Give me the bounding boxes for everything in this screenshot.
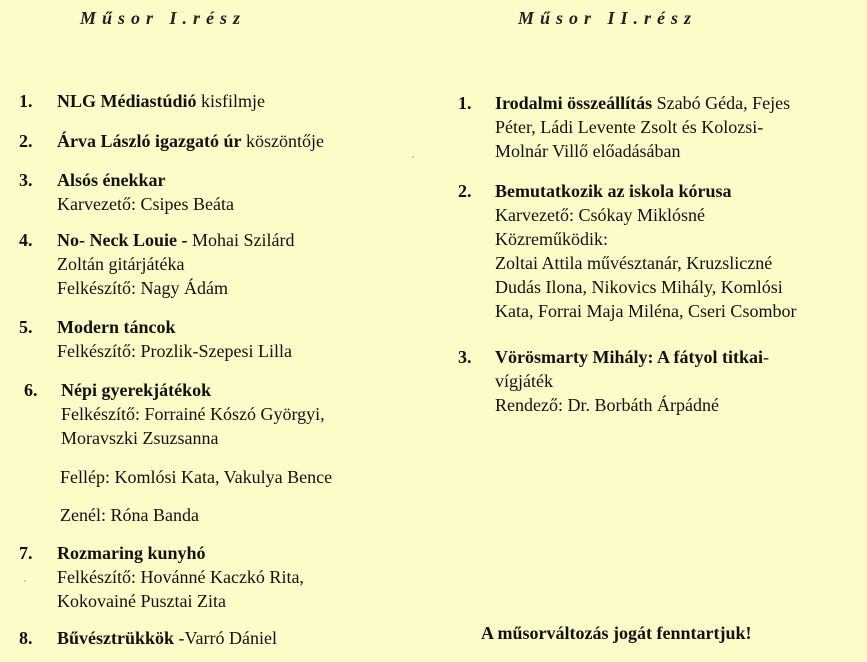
item-line: Dudás Ilona, Nikovics Mihály, Komlósi [495,277,783,297]
item-line: Molnár Villő előadásában [495,141,681,161]
item-title: Árva László igazgató úr [57,131,242,151]
item-detail: Szabó Géda, Fejes [652,93,791,113]
item-detail: köszöntője [241,131,324,151]
item-number: 6. [24,380,38,400]
item-detail: kisfilmje [196,91,266,111]
item-number: 8. [19,628,33,648]
part2-heading: Műsor II.rész [518,8,698,28]
item-line: vígjáték [495,371,553,391]
item-number: 5. [19,317,33,337]
print-speck [24,580,26,582]
item-title: Rozmaring kunyhó [57,543,206,563]
item-number: 4. [19,230,33,250]
item-title: Bűvésztrükkök [57,628,175,648]
item-line: Péter, Ládi Levente Zsolt és Kolozsi- [495,117,764,137]
item-number: 2. [458,181,472,201]
item-line: Zoltán gitárjátéka [57,254,185,274]
item-line: Kata, Forrai Maja Miléna, Cseri Csombor [495,301,797,321]
part1-heading: Műsor I.rész [80,8,247,28]
music-line: Zenél: Róna Banda [60,505,199,525]
item-line: Felkészítő: Prozlik-Szepesi Lilla [57,341,292,361]
item-title: Népi gyerekjátékok [61,380,212,400]
print-speck [412,156,414,158]
item-title: Bemutatkozik az iskola kórusa [495,181,732,201]
item-number: 3. [458,347,472,367]
item-title: Alsós énekkar [57,170,166,190]
item-line: Moravszki Zsuzsanna [61,428,219,448]
item-number: 2. [19,131,33,151]
item-detail: Mohai Szilárd [187,230,295,250]
item-line: Rendező: Dr. Borbáth Árpádné [495,395,719,415]
closing-note: A műsorváltozás jogát fenntartjuk! [481,623,752,643]
item-number: 7. [19,543,33,563]
performers-line: Fellép: Komlósi Kata, Vakulya Bence [60,467,333,487]
item-title: Modern táncok [57,317,176,337]
item-title: No- Neck Louie - [57,230,188,250]
item-line: Zoltai Attila művésztanár, Kruzslicz​né [495,253,773,273]
item-title: Vörösmarty Mihály: A fátyol titkai [495,347,763,367]
item-detail: -Varró Dániel [174,628,277,648]
item-line: Felkészítő: Forrainé Kószó Györgyi, [61,404,325,424]
item-line: Felkészítő: Hovánné Kaczkó Rita, [57,567,304,587]
item-line: Karvezető: Csipes Beáta [57,194,234,214]
item-line: Közreműködik: [495,229,608,249]
item-number: 1. [19,91,33,111]
item-title: Irodalmi összeállítás [495,93,653,113]
item-number: 3. [19,170,33,190]
item-detail: - [762,347,769,367]
item-number: 1. [458,93,472,113]
item-line: Kokovainé Pusztai Zita [57,591,226,611]
item-line: Karvezető: Csókay Miklósné [495,205,705,225]
item-line: Felkészítő: Nagy Ádám [57,278,228,298]
item-title: NLG Médiastúdió [57,91,197,111]
